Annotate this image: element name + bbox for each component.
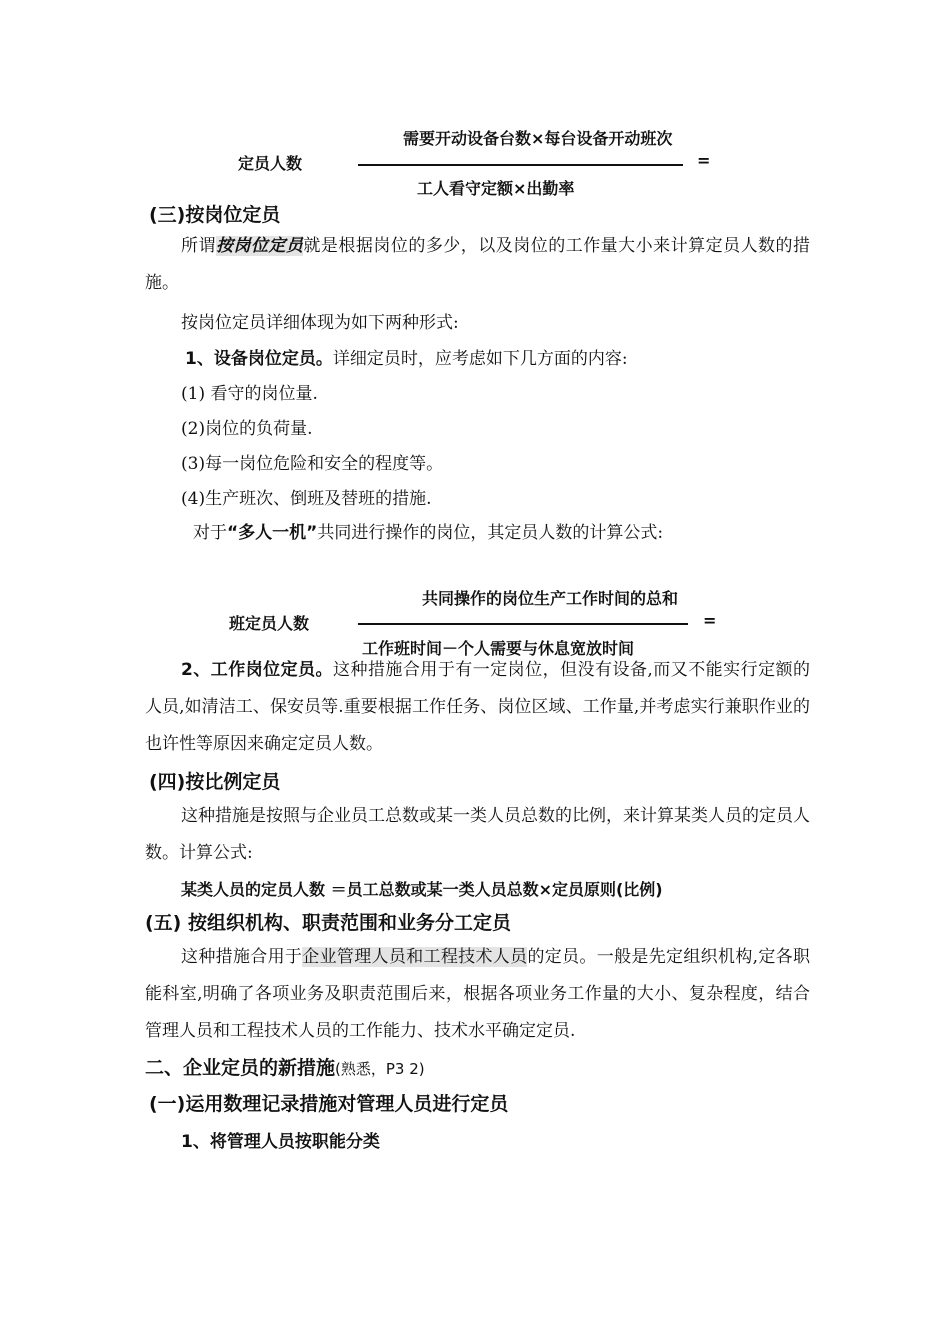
intro-term-highlight: 按岗位定员 bbox=[215, 236, 304, 256]
item1-text: 详细定员时，应考虑如下几方面的内容: bbox=[332, 349, 628, 369]
point-4: (4)生产班次、倒班及替班的措施. bbox=[181, 489, 432, 509]
item2-title: 2、工作岗位定员。 bbox=[181, 660, 334, 680]
part2-cite: (熟悉，P3 2) bbox=[335, 1060, 425, 1078]
formula2-label: 班定员人数 bbox=[229, 614, 310, 633]
formula2-numerator: 共同操作的岗位生产工作时间的总和 bbox=[422, 589, 679, 608]
part2-heading: 二、企业定员的新措施 bbox=[145, 1057, 336, 1079]
multi-prefix: 对于 bbox=[193, 523, 227, 543]
formula1-numerator: 需要开动设备台数×每台设备开动班次 bbox=[403, 129, 673, 148]
formula2-fraction-bar bbox=[358, 623, 688, 625]
item1-line bbox=[185, 344, 628, 369]
formula1-label: 定员人数 bbox=[238, 154, 303, 173]
part2-sub1-item1: 1、将管理人员按职能分类 bbox=[181, 1132, 380, 1152]
section5-text-suffix: 的定员。一般是先定组织机构,定各职能科室,明确了各项业务及职责范围后来，根据各项业务工作量的大小、复杂程度，结合管理人员和工程技术人员的工作能力、技术水平确定定员. bbox=[145, 947, 811, 1041]
multi-suffix: 共同进行操作的岗位，其定员人数的计算公式: bbox=[317, 523, 664, 543]
formula1-denominator: 工人看守定额×出勤率 bbox=[417, 179, 575, 198]
point-1: (1) 看守的岗位量. bbox=[181, 384, 318, 404]
section5-term-highlight: 企业管理人员和工程技术人员 bbox=[302, 947, 528, 967]
item2-text: 这种措施合用于有一定岗位，但没有设备,而又不能实行定额的人员,如清洁工、保安员等.重要根据工作任务、岗位区域、工作量,并考虑实行兼职作业的也许性等原因来确定定员人数。 bbox=[145, 660, 810, 754]
multi-person-line bbox=[193, 518, 663, 543]
section3-intro bbox=[145, 228, 810, 302]
part2-sub1: (一)运用数理记录措施对管理人员进行定员 bbox=[149, 1093, 509, 1115]
multi-term: “多人一机” bbox=[227, 523, 318, 543]
section5-heading: (五) 按组织机构、职责范围和业务分工定员 bbox=[145, 912, 511, 934]
formula1-equals: = bbox=[697, 151, 711, 170]
item2-paragraph bbox=[145, 652, 810, 763]
section4-formula: 某类人员的定员人数 ＝员工总数或某一类人员总数×定员原则(比例) bbox=[181, 880, 663, 899]
forms-line: 按岗位定员详细体现为如下两种形式: bbox=[181, 313, 459, 333]
part2-heading-line bbox=[145, 1053, 425, 1080]
section5-text-prefix: 这种措施合用于 bbox=[181, 947, 303, 967]
section4-text: 这种措施是按照与企业员工总数或某一类人员总数的比例，来计算某类人员的定员人数。计算公式: bbox=[145, 806, 810, 863]
formula2-equals: = bbox=[703, 611, 717, 630]
section4-heading: (四)按比例定员 bbox=[149, 771, 281, 793]
intro-suffix: 就是根据岗位的多少，以及岗位的工作量大小来计算定员人数的措施。 bbox=[145, 236, 811, 293]
formula2-denominator: 工作班时间－个人需要与休息宽放时间 bbox=[362, 639, 635, 658]
intro-prefix: 所谓 bbox=[181, 236, 216, 256]
section5-text bbox=[145, 939, 810, 1050]
formula1-fraction-bar bbox=[358, 164, 683, 166]
section3-heading: (三)按岗位定员 bbox=[149, 204, 281, 226]
point-3: (3)每一岗位危险和安全的程度等。 bbox=[181, 454, 444, 474]
point-2: (2)岗位的负荷量. bbox=[181, 419, 313, 439]
item1-title: 1、设备岗位定员。 bbox=[185, 349, 333, 369]
